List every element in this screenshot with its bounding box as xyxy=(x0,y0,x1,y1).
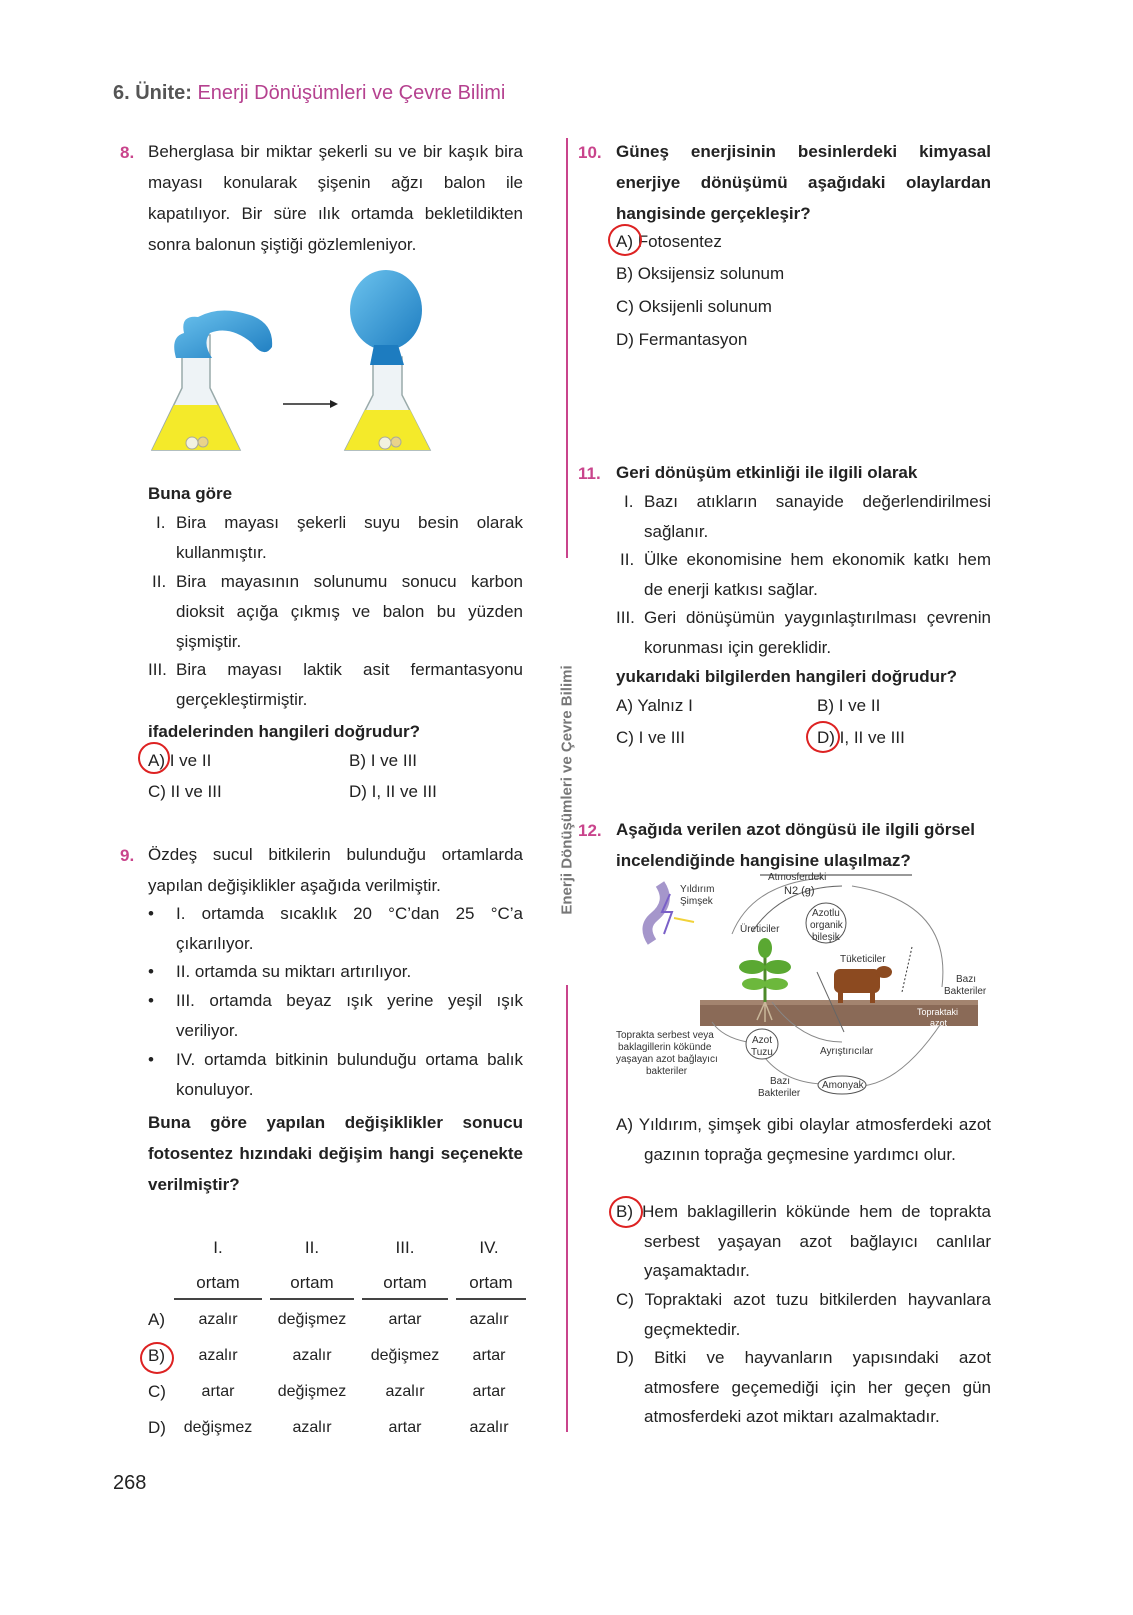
flask-after xyxy=(345,270,430,450)
q12-option-c[interactable]: C) Topraktaki azot tuzu bitkilerden hayvanlara geçmektedir. xyxy=(616,1290,991,1339)
q10-number: 10. xyxy=(578,143,602,162)
q10-question: Güneş enerjisinin besinlerdeki kimyasal enerjiye dönüşümü aşağıdaki olaylardan hangisinde gerçekleşir? xyxy=(616,142,991,223)
q11-option-d[interactable]: D) I, II ve III xyxy=(817,728,905,747)
q8-option-d[interactable]: D) I, II ve III xyxy=(349,782,437,801)
q12-number: 12. xyxy=(578,821,602,840)
q8-lead: Buna göre xyxy=(148,484,233,503)
q9-option-c[interactable]: C) artar değişmez azalır artar xyxy=(148,1382,506,1401)
q8-text: Beherglasa bir miktar şekerli su ve bir kaşık bira mayası konularak şişenin ağzı balon ile kapatılıyor. Bir süre ılık ortamda bekletildikten sonra balonun şiştiği gözlemleniyor. xyxy=(148,142,523,254)
q11-lead: Geri dönüşüm etkinliği ile ilgili olarak xyxy=(616,463,918,482)
q8-item-3: III. Bira mayası laktik asit fermantasyonu gerçekleştirmiştir. xyxy=(148,660,523,709)
q12-option-d[interactable]: D) Bitki ve hayvanların yapısındaki azot atmosfere geçemediği için her geçen gün atmosferdeki azot miktarı azalmaktadır. xyxy=(616,1348,991,1426)
q9-options-table: I. II. III. IV. ortam ortam ortam ortam A) azalır değişmez artar azalır B) azalır azalır değişmez artar C) artar değişmez azalır artar D) değişmez azalır artar azalır xyxy=(148,1230,526,1446)
unit-header xyxy=(113,82,505,105)
q10-option-a[interactable]: A) Fotosentez xyxy=(616,232,722,251)
q12-option-b[interactable]: B) Hem baklagillerin kökünde hem de toprakta serbest yaşayan azot bağlayıcı canlılar yaşamaktadır. xyxy=(616,1202,991,1280)
answer-mark-q11 xyxy=(806,721,840,753)
unit-number: 6. Ünite: xyxy=(113,82,192,104)
q10-option-c[interactable]: C) Oksijenli solunum xyxy=(616,297,772,316)
q8-option-a[interactable]: A) I ve II xyxy=(148,751,212,770)
flask-balloon-illustration xyxy=(140,265,440,460)
q11-item-1: I. Bazı atıkların sanayide değerlendirilmesi sağlanır. xyxy=(624,492,991,541)
answer-mark-q12 xyxy=(609,1196,643,1228)
q11-number: 11. xyxy=(578,464,601,483)
q10-option-d[interactable]: D) Fermantasyon xyxy=(616,330,748,349)
q11-option-a[interactable]: A) Yalnız I xyxy=(616,696,693,715)
nitrogen-cycle-diagram: Atmosferdeki N2 (g) Yıldırım Şimşek Üreticiler Azotlu organik bileşik Tüketiciler Bazı Bakteriler Topraktaki azot Toprakta serbest veya baklagillerin kökünde yaşayan azot bağlayıcı bakteriler Azot Tuzu Ayrıştırıcılar Bazı Bakteriler Amonyak xyxy=(616,872,987,1099)
q9-option-d[interactable]: D) değişmez azalır artar azalır xyxy=(148,1418,509,1437)
q8-number: 8. xyxy=(120,143,135,162)
answer-mark-q10 xyxy=(608,224,642,256)
column-divider-bottom xyxy=(566,985,568,1432)
q9-bullet-2: II. ortamda su miktarı artırılıyor. xyxy=(176,962,412,981)
q8-question: ifadelerinden hangileri doğrudur? xyxy=(148,722,421,741)
q11-item-2: II. Ülke ekonomisine hem ekonomik katkı hem de enerji katkısı sağlar. xyxy=(620,550,991,599)
q9-option-b[interactable]: B) azalır azalır değişmez artar xyxy=(148,1346,506,1365)
q8-option-b[interactable]: B) I ve III xyxy=(349,751,418,770)
q11-option-b[interactable]: B) I ve II xyxy=(817,696,881,715)
q9-bullet-3: III. ortamda beyaz ışık yerine yeşil ışık veriliyor. xyxy=(176,991,523,1040)
q9-option-a[interactable]: A) azalır değişmez artar azalır xyxy=(148,1310,509,1329)
q9-text: Özdeş sucul bitkilerin bulunduğu ortamlarda yapılan değişiklikler aşağıda verilmiştir. xyxy=(148,845,523,895)
q8-option-c[interactable]: C) II ve III xyxy=(148,782,222,801)
q12-question: Aşağıda verilen azot döngüsü ile ilgili görsel incelendiğinde hangisine ulaşılmaz? xyxy=(616,820,975,870)
q9-bullet-1: I. ortamda sıcaklık 20 °C’dan 25 °C’a çıkarılıyor. xyxy=(176,904,523,953)
q9-question: Buna göre yapılan değişiklikler sonucu fotosentez hızındaki değişim hangi seçenekte verilmiştir? xyxy=(148,1113,523,1194)
page-number: 268 xyxy=(113,1472,147,1494)
answer-mark-q9 xyxy=(140,1342,174,1374)
q11-question: yukarıdaki bilgilerden hangileri doğrudur? xyxy=(616,667,957,686)
unit-title: Enerji Dönüşümleri ve Çevre Bilimi xyxy=(197,82,506,104)
flask-before xyxy=(152,310,272,450)
q11-option-c[interactable]: C) I ve III xyxy=(616,728,685,747)
q8-item-1: I. Bira mayası şekerli suyu besin olarak kullanmıştır. xyxy=(156,513,523,562)
q9-number: 9. xyxy=(120,846,135,865)
q12-option-a-text[interactable]: A) Yıldırım, şimşek gibi olaylar atmosferdeki azot gazının toprağa geçmesine yardımcı olur. xyxy=(616,1115,991,1164)
q11-item-3: III. Geri dönüşümün yaygınlaştırılması çevrenin korunması için gereklidir. xyxy=(616,608,991,657)
q8-item-2: II. Bira mayasının solunumu sonucu karbon dioksit açığa çıkmış ve balon bu yüzden şişmiştir. xyxy=(152,572,523,651)
q9-bullet-4: IV. ortamda bitkinin bulunduğu ortama balık konuluyor. xyxy=(176,1050,523,1099)
answer-mark-q8 xyxy=(138,742,170,774)
side-label: Enerji Dönüşümleri ve Çevre Bilimi xyxy=(558,665,576,915)
q10-option-b[interactable]: B) Oksijensiz solunum xyxy=(616,264,785,283)
column-divider-top xyxy=(566,138,568,558)
